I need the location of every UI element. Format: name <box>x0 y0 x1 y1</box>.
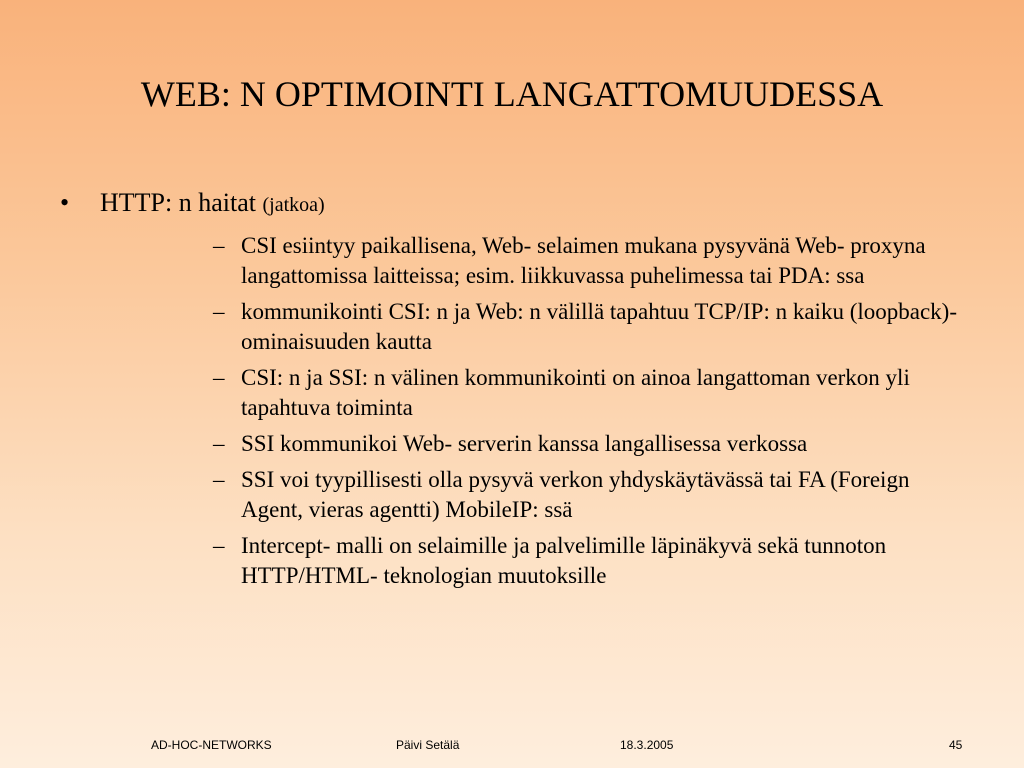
sub-bullet-item <box>213 465 973 525</box>
bullet-suffix: (jatkoa) <box>262 194 325 216</box>
dash-marker: – <box>213 233 225 258</box>
sub-bullet-item <box>213 231 973 291</box>
dash-marker: – <box>213 533 225 558</box>
dash-marker: – <box>213 431 225 456</box>
bullet-level1 <box>60 186 325 222</box>
dash-marker: – <box>213 467 225 492</box>
sub-bullet-list <box>213 231 973 597</box>
sub-bullet-item <box>213 429 973 459</box>
sub-bullet-text: SSI kommunikoi Web- serverin kanssa langallisessa verkossa <box>241 431 808 456</box>
sub-bullet-item <box>213 531 973 591</box>
sub-bullet-text: SSI voi tyypillisesti olla pysyvä verkon yhdyskäytävässä tai FA (Foreign Agent, vieras agentti) MobileIP: ssä <box>241 467 910 522</box>
slide-title: WEB: N OPTIMOINTI LANGATTOMUUDESSA <box>140 74 884 114</box>
sub-bullet-text: CSI: n ja SSI: n välinen kommunikointi on ainoa langattoman verkon yli tapahtuva toiminta <box>241 365 910 420</box>
sub-bullet-text: Intercept- malli on selaimille ja palvelimille läpinäkyvä sekä tunnoton HTTP/HTML- teknologian muutoksille <box>241 533 887 588</box>
dash-marker: – <box>213 299 225 324</box>
dash-marker: – <box>213 365 225 390</box>
footer-author: Päivi Setälä <box>396 738 460 752</box>
sub-bullet-text: kommunikointi CSI: n ja Web: n välillä tapahtuu TCP/IP: n kaiku (loopback)- ominaisuuden kautta <box>241 299 957 354</box>
sub-bullet-item <box>213 297 973 357</box>
footer-date: 18.3.2005 <box>620 738 674 752</box>
footer-course: AD-HOC-NETWORKS <box>151 738 272 752</box>
bullet-text: HTTP: n haitat <box>100 188 256 217</box>
sub-bullet-text: CSI esiintyy paikallisena, Web- selaimen mukana pysyvänä Web- proxyna langattomissa laitteissa; esim. liikkuvassa puhelimessa tai PDA: ssa <box>241 233 926 288</box>
footer-page-number: 45 <box>949 738 963 752</box>
sub-bullet-item <box>213 363 973 423</box>
bullet-marker: • <box>60 188 70 217</box>
